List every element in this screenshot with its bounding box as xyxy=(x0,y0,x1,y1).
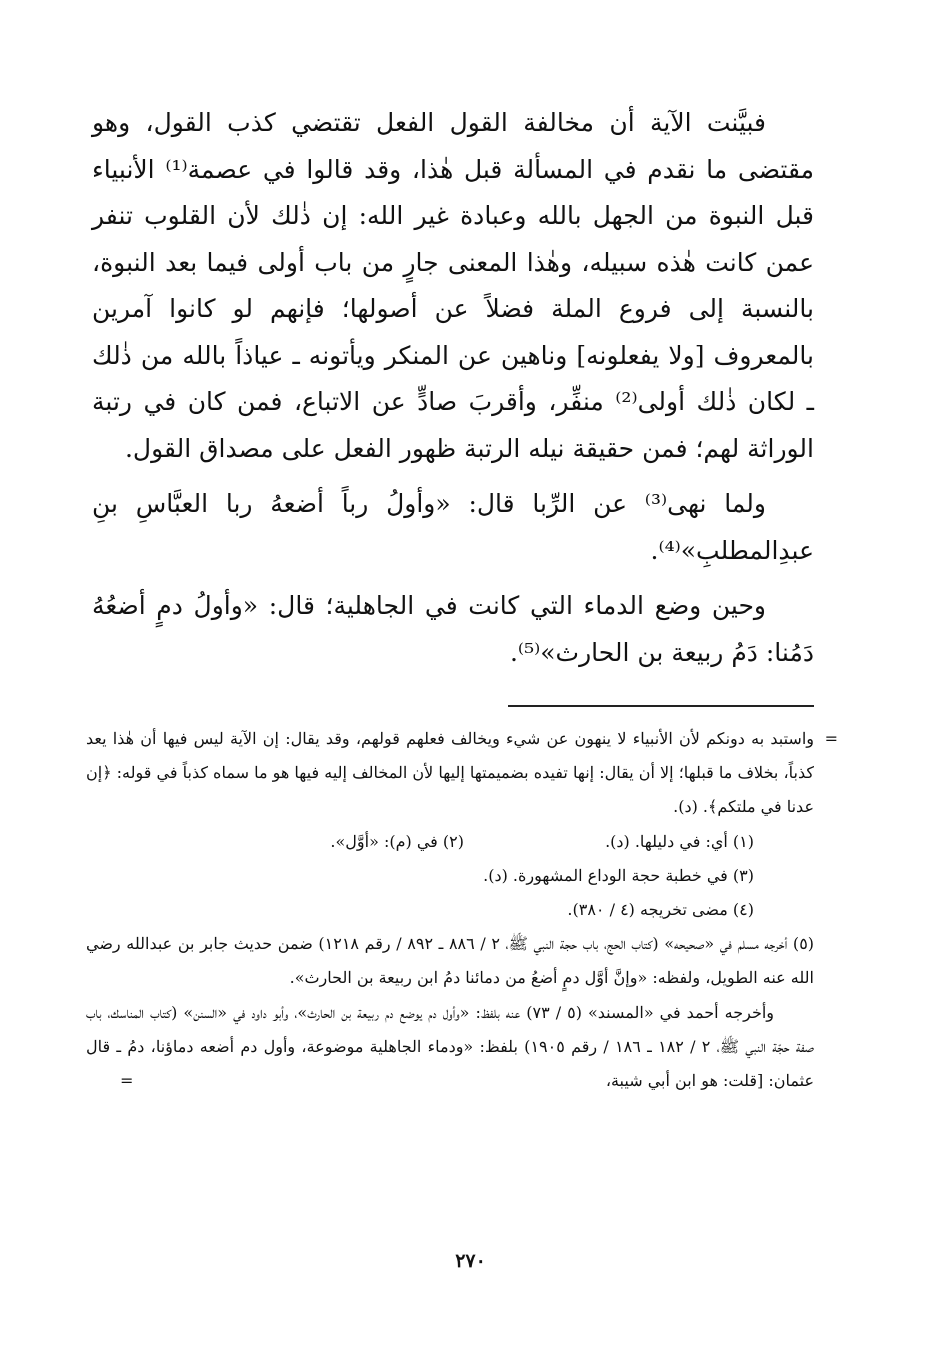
footnote-4: (٤) مضى تخريجه (٤ / ٣٨٠). xyxy=(567,900,754,920)
footnote-continuation-text: واستبد به دونكم لأن الأنبياء لا ينهون عن شيء ويخالف فعلهم قولهم، وقد يقال: إن الآية ليس فيها أن هٰذا يعد كذباً، بخلاف ما قبلها؛ إلا أن يقال: إنها تفيده بضميمتها إليها لأن المخالف إليه فيها هو ما سماه كذباً في قوله: ﴿إن عدنا في ملتكم﴾. (د). xyxy=(86,729,814,817)
footnote-3: (٣) في خطبة حجة الوداع المشهورة. (د). xyxy=(483,865,754,885)
end-mark: = xyxy=(120,1071,134,1091)
footnote-5: (٥) أخرجه مسلم في «صحيحه» (كتاب الحج، باب حجة النبي ﷺ، ٢ / ٨٨٦ ـ ٨٩٢ / رقم ١٢١٨) ضمن حديث جابر بن عبدالله رضي الله عنه الطويل، ولفظه: «وإنَّ أوَّل دمٍ أضعُ من دمائنا دمُ ابن ربيعة بن الحارث». xyxy=(86,934,815,988)
footnote-1: (١) أي: في دليلها. (د). xyxy=(605,831,754,851)
main-paragraph-2: ولما نهى⁽³⁾ عن الرِّبا قال: «وأولُ رباً أضعهُ ربا العبَّاسِ بنِ عبدِالمطلبِ»⁽⁴⁾. xyxy=(92,489,814,565)
continuation-mark: = xyxy=(824,729,838,748)
footnote-5-continued-text: وأخرجه أحمد في «المسند» (٥ / ٧٣) عنه بلفظ: «وأول دم يوضع دم ربيعة بن الحارث»، وأبو داود في «السنن» (كتاب المناسك، باب صفة حجّة النبي ﷺ، ٢ / ١٨٢ ـ ١٨٦ / رقم ١٩٠٥) بلفظ: «ودماء الجاهلية موضوعة، وأول دم أضعه دماؤنا، دمُ ـ قال عثمان: [قلت: هو ابن أبي شيبة، xyxy=(86,1002,815,1091)
footnote-row-1-2 xyxy=(86,825,814,859)
main-paragraph-3: وحين وضع الدماء التي كانت في الجاهلية؛ قال: «وأولُ دمٍ أضعُهُ دَمُنا: دَمُ ربيعة بن الحارث»⁽⁵⁾. xyxy=(92,591,814,667)
footnote-2: (٢) في (م): «أوَّل». xyxy=(330,831,464,851)
main-text xyxy=(92,100,814,676)
footnote-separator xyxy=(508,705,814,707)
footnotes xyxy=(86,722,838,1098)
footnote-continuation xyxy=(86,722,838,825)
page-number: ٢٧٠ xyxy=(455,1250,486,1272)
main-paragraph-1: فبيَّنت الآية أن مخالفة القول الفعل تقتضي كذب القول، وهو مقتضى ما نقدم في المسألة قبل هٰذا، وقد قالوا في عصمة⁽¹⁾ الأنبياء قبل النبوة من الجهل بالله وعبادة غير الله: إن ذٰلك لأن القلوب تنفر عمن كانت هٰذه سبيله، وهٰذا المعنى جارٍ من باب أولى فيما بعد النبوة، بالنسبة إلى فروع الملة فضلاً عن أصولها؛ فإنهم لو كانوا آمرين بالمعروف [ولا يفعلونه] وناهين عن المنكر ويأتونه ـ عياذاً بالله من ذٰلك ـ لكان ذٰلك أولى⁽²⁾ منفِّر، وأقربَ صادٍّ عن الاتباع، فمن كان في رتبة الوراثة لهم؛ فمن حقيقة نيله الرتبة ظهور الفعل على مصداق القول. xyxy=(92,108,815,463)
footnote-5-continued xyxy=(86,996,814,1099)
